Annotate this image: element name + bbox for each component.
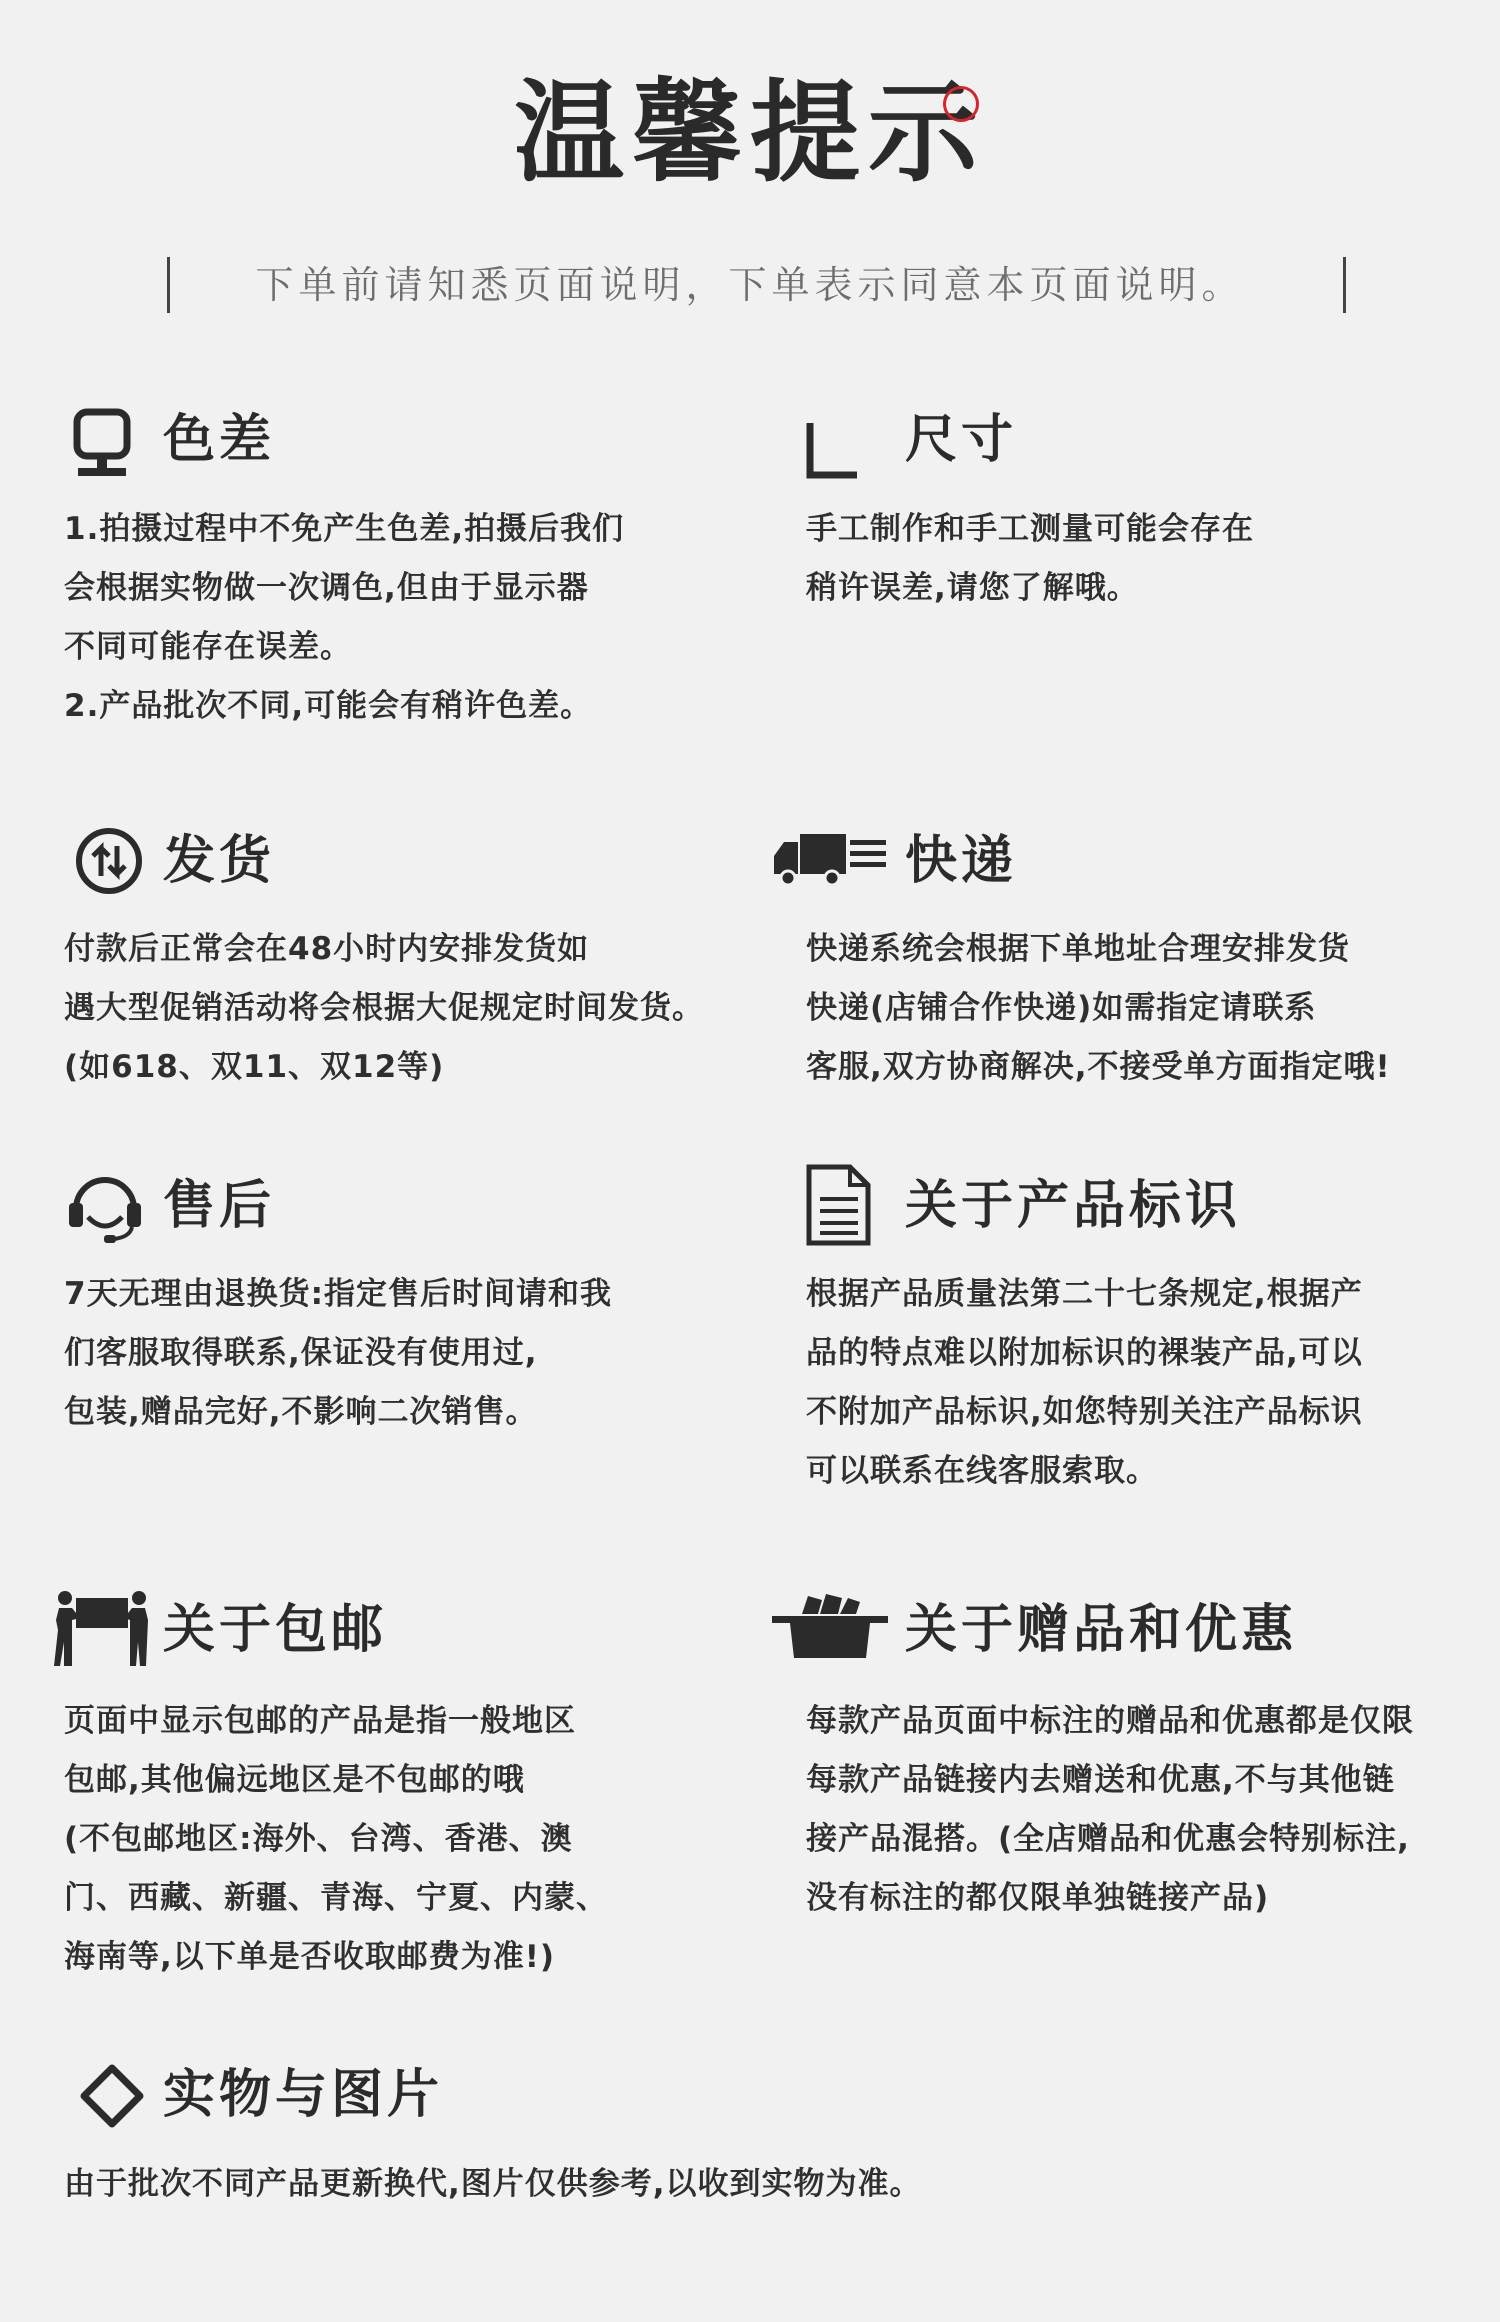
movers-icon	[52, 1590, 152, 1672]
body-line: 遇大型促销活动将会根据大促规定时间发货。	[64, 990, 704, 1026]
document-icon	[804, 1163, 874, 1251]
body-line: 可以联系在线客服索取。	[806, 1453, 1158, 1489]
body-line: 每款产品页面中标注的赠品和优惠都是仅限	[806, 1703, 1414, 1739]
section-body	[64, 1265, 612, 1442]
headset-icon	[64, 1165, 146, 1249]
body-line: 7天无理由退换货:指定售后时间请和我	[64, 1276, 612, 1312]
monitor-icon	[72, 408, 134, 488]
body-line: 门、西藏、新疆、青海、宁夏、内蒙、	[64, 1880, 608, 1916]
body-line: 快递(店铺合作快递)如需指定请联系	[806, 990, 1317, 1026]
diamond-icon	[78, 2062, 146, 2134]
section-title: 售后	[163, 1176, 276, 1236]
section-title: 关于包邮	[163, 1600, 388, 1660]
section-body	[64, 920, 704, 1097]
section-body	[64, 500, 624, 736]
body-line: 由于批次不同产品更新换代,图片仅供参考,以收到实物为准。	[64, 2166, 922, 2202]
section-title: 尺寸	[905, 410, 1018, 470]
page-title: 温馨提示	[514, 69, 986, 197]
body-line: 页面中显示包邮的产品是指一般地区	[64, 1703, 576, 1739]
section-body	[64, 1692, 608, 1987]
body-line: 没有标注的都仅限单独链接产品)	[806, 1880, 1270, 1916]
body-line: 品的特点难以附加标识的裸装产品,可以	[806, 1335, 1363, 1371]
section-title: 快递	[905, 831, 1018, 891]
section-body	[806, 920, 1391, 1097]
body-line: 手工制作和手工测量可能会存在	[806, 511, 1254, 547]
section-title: 发货	[163, 831, 276, 891]
gift-box-icon	[770, 1592, 890, 1666]
body-line: 稍许误差,请您了解哦。	[806, 570, 1139, 606]
body-line: 们客服取得联系,保证没有使用过,	[64, 1335, 538, 1371]
section-body	[64, 2155, 922, 2214]
section-title: 关于产品标识	[905, 1176, 1242, 1236]
body-line: 包邮,其他偏远地区是不包邮的哦	[64, 1762, 525, 1798]
body-line: 1.拍摄过程中不免产生色差,拍摄后我们	[64, 511, 625, 547]
refresh-arrows-icon	[74, 826, 144, 900]
body-line: 每款产品链接内去赠送和优惠,不与其他链	[806, 1762, 1395, 1798]
body-line: 不同可能存在误差。	[64, 629, 352, 665]
body-line: 客服,双方协商解决,不接受单方面指定哦!	[806, 1049, 1391, 1085]
body-line: 根据产品质量法第二十七条规定,根据产	[806, 1276, 1363, 1312]
body-line: 2.产品批次不同,可能会有稍许色差。	[64, 688, 593, 724]
ruler-corner-icon	[805, 420, 861, 484]
body-line: 包装,赠品完好,不影响二次销售。	[64, 1394, 538, 1430]
title-accent-circle	[943, 86, 979, 122]
body-line: (如618、双11、双12等)	[64, 1049, 445, 1085]
delivery-truck-icon	[770, 830, 888, 894]
body-line: 付款后正常会在48小时内安排发货如	[64, 931, 590, 967]
section-body	[806, 1692, 1414, 1928]
body-line: (不包邮地区:海外、台湾、香港、澳	[64, 1821, 573, 1857]
body-line: 海南等,以下单是否收取邮费为准!)	[64, 1939, 556, 1975]
section-title: 关于赠品和优惠	[905, 1600, 1298, 1660]
section-title: 色差	[163, 410, 276, 470]
section-body	[806, 1265, 1363, 1501]
section-body	[806, 500, 1254, 618]
page-subtitle: 下单前请知悉页面说明，下单表示同意本页面说明。	[255, 263, 1245, 307]
body-line: 快递系统会根据下单地址合理安排发货	[806, 931, 1350, 967]
body-line: 不附加产品标识,如您特别关注产品标识	[806, 1394, 1363, 1430]
body-line: 接产品混搭。(全店赠品和优惠会特别标注,	[806, 1821, 1410, 1857]
body-line: 会根据实物做一次调色,但由于显示器	[64, 570, 589, 606]
subtitle-divider-right	[1343, 257, 1346, 313]
section-title: 实物与图片	[163, 2065, 444, 2125]
